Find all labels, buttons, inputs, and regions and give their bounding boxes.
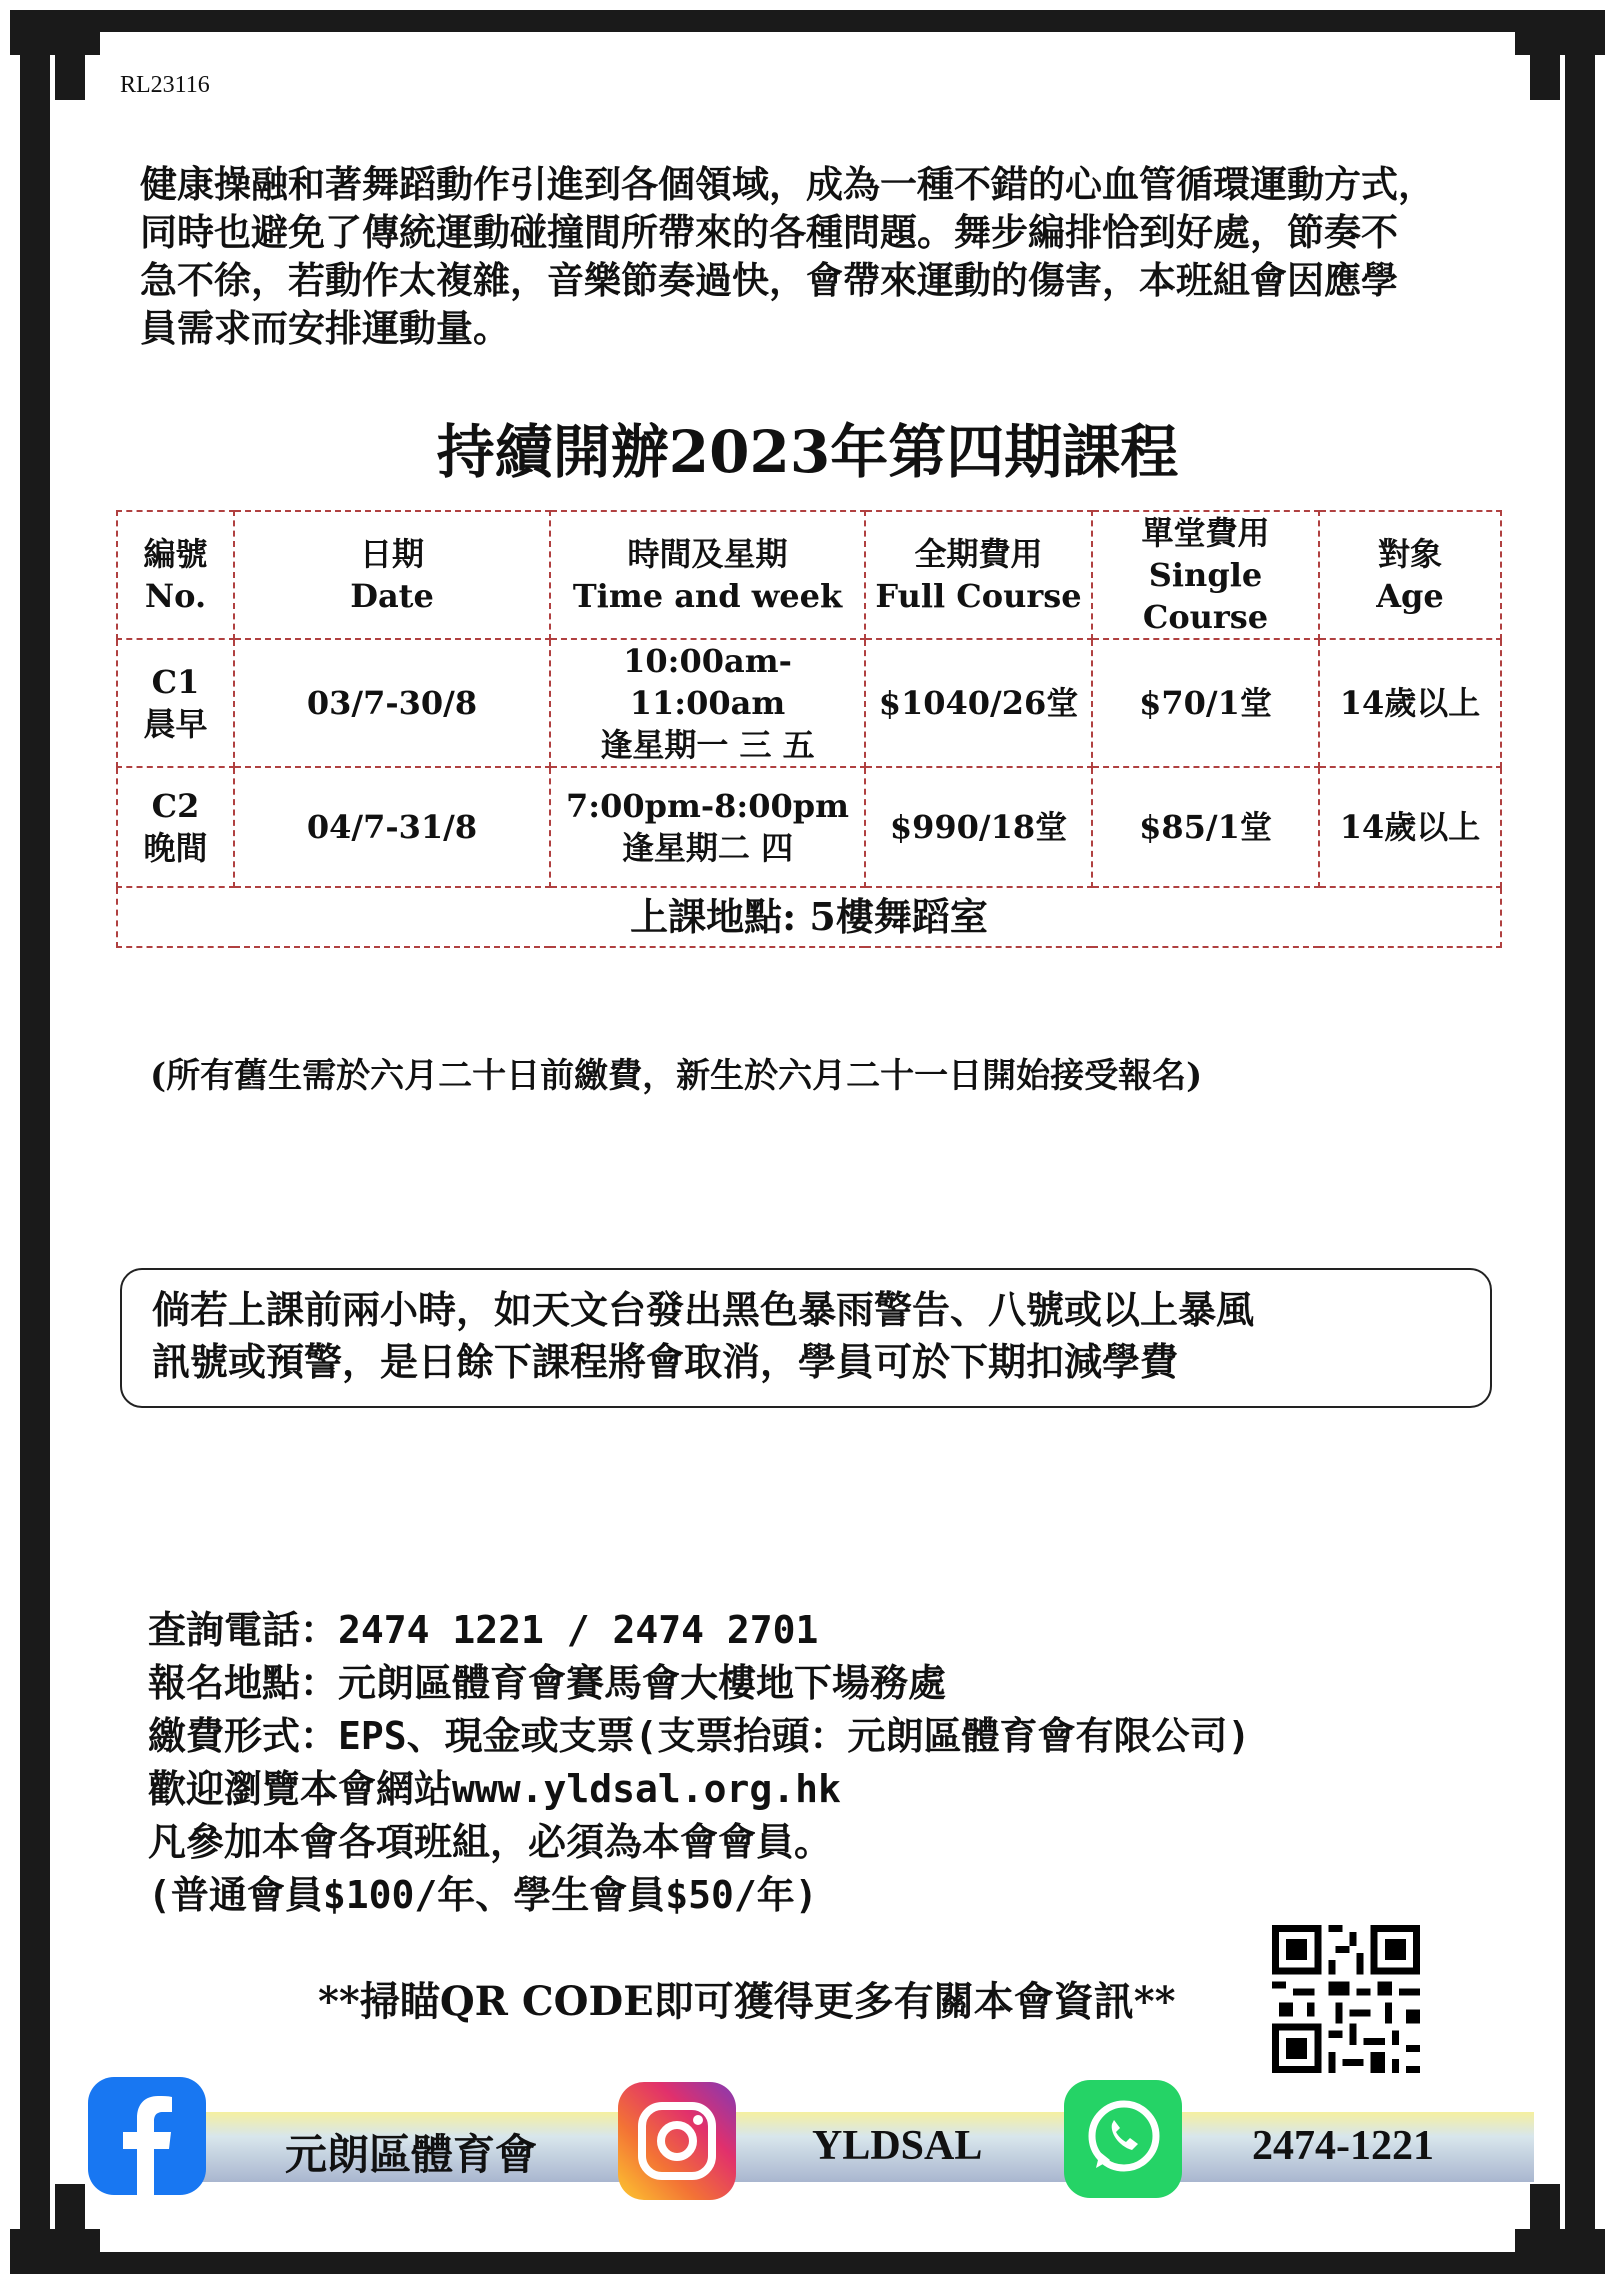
frame-tab-tl [55,10,85,100]
table-header-row [117,511,1501,639]
full-fee-cell: $1040/26堂 [865,639,1092,767]
frame-corner-tr [1515,10,1605,55]
header-cell: 日期 Date [234,511,550,639]
date-cell: 03/7-30/8 [234,639,550,767]
membership-note: 凡參加本會各項班組，必須為本會會員。 [148,1820,833,1864]
whatsapp-number: 2474-1221 [1252,2123,1434,2169]
frame-tab-bl [55,2184,85,2274]
contact-info [148,1604,1250,1922]
header-cell: 對象 Age [1319,511,1501,639]
frame-corner-br [1515,2229,1605,2274]
fee-note: (所有舊生需於六月二十日前繳費，新生於六月二十一日開始接受報名) [150,1056,1203,1096]
intro-line: 同時也避免了傳統運動碰撞間所帶來的各種問題。舞步編排恰到好處，節奏不 [140,210,1398,254]
qr-caption: **掃瞄QR CODE即可獲得更多有關本會資訊** [318,1978,1176,2025]
venue-cell: 上課地點: 5樓舞蹈室 [117,887,1501,947]
table-row [117,639,1501,767]
single-fee-cell: $70/1堂 [1092,639,1319,767]
intro-line: 急不徐，若動作太複雜，音樂節奏過快，會帶來運動的傷害，本班組會因應學 [140,258,1398,302]
course-code-cell: C2 晚間 [117,767,234,887]
header-cell: 全期費用 Full Course [865,511,1092,639]
registration-location: 報名地點：元朗區體育會賽馬會大樓地下場務處 [148,1661,947,1705]
whatsapp-icon[interactable] [1064,2080,1182,2198]
venue-row [117,887,1501,947]
frame-left-bar [20,20,50,2264]
frame-bottom-bar [90,2252,1525,2274]
document-code: RL23116 [120,72,210,98]
facebook-icon[interactable] [88,2077,206,2195]
frame-tab-tr [1530,10,1560,100]
instagram-name: YLDSAL [812,2123,983,2169]
intro-line: 員需求而安排運動量。 [140,306,510,350]
full-fee-cell: $990/18堂 [865,767,1092,887]
frame-top-bar [90,10,1525,32]
table-row [117,767,1501,887]
intro-line: 健康操融和著舞蹈動作引進到各個領域，成為一種不錯的心血管循環運動方式， [140,162,1435,206]
warning-line: 倘若上課前兩小時，如天文台發出黑色暴雨警告、八號或以上暴風 [152,1287,1255,1332]
intro-paragraph [140,160,1510,352]
enquiry-phone: 查詢電話：2474 1221 / 2474 2701 [148,1608,819,1652]
header-cell: 單堂費用 Single Course [1092,511,1319,639]
age-cell: 14歲以上 [1319,639,1501,767]
frame-tab-br [1530,2184,1560,2274]
date-cell: 04/7-31/8 [234,767,550,887]
instagram-icon[interactable] [618,2082,736,2200]
qr-code[interactable] [1272,1925,1420,2073]
header-cell: 編號 No. [117,511,234,639]
website-line[interactable]: 歡迎瀏覽本會網站www.yldsal.org.hk [148,1767,841,1811]
weather-warning-box [120,1268,1492,1408]
membership-fee: (普通會員$100/年、學生會員$50/年) [148,1873,818,1917]
course-code-cell: C1 晨早 [117,639,234,767]
facebook-name: 元朗區體育會 [285,2133,538,2179]
payment-method: 繳費形式：EPS、現金或支票(支票抬頭：元朗區體育會有限公司) [148,1714,1251,1758]
single-fee-cell: $85/1堂 [1092,767,1319,887]
time-cell: 7:00pm-8:00pm 逢星期二 四 [550,767,865,887]
age-cell: 14歲以上 [1319,767,1501,887]
course-title: 持續開辦2023年第四期課程 [436,418,1179,486]
header-cell: 時間及星期 Time and week [550,511,865,639]
time-cell: 10:00am-11:00am 逢星期一 三 五 [550,639,865,767]
warning-line: 訊號或預警，是日餘下課程將會取消，學員可於下期扣減學費 [152,1339,1179,1384]
schedule-table [116,510,1502,948]
frame-right-bar [1565,20,1595,2264]
